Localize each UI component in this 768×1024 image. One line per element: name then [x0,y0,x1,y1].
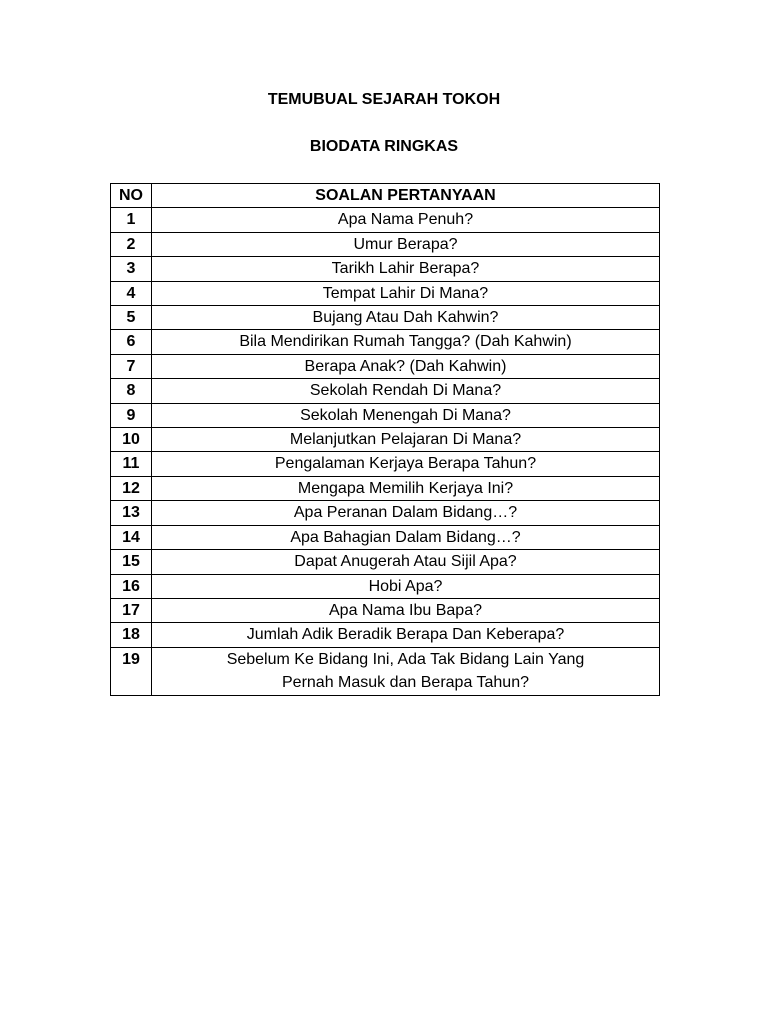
row-question: Berapa Anak? (Dah Kahwin) [152,354,660,378]
row-question: Umur Berapa? [152,232,660,256]
table-row [111,232,660,256]
row-number: 4 [111,281,152,305]
column-header-question: SOALAN PERTANYAAN [152,184,660,208]
row-question: Sekolah Rendah Di Mana? [152,379,660,403]
row-question [152,647,660,695]
row-question: Dapat Anugerah Atau Sijil Apa? [152,550,660,574]
table-row [111,501,660,525]
row-number: 1 [111,208,152,232]
row-number: 19 [111,647,152,695]
row-question: Hobi Apa? [152,574,660,598]
table-row [111,281,660,305]
row-number: 2 [111,232,152,256]
row-question: Apa Nama Penuh? [152,208,660,232]
page-title: TEMUBUAL SEJARAH TOKOH [267,91,501,108]
table-row [111,208,660,232]
table-header-row [111,184,660,208]
table-row [111,574,660,598]
row-question: Sekolah Menengah Di Mana? [152,403,660,427]
row-question: Pengalaman Kerjaya Berapa Tahun? [152,452,660,476]
row-number: 12 [111,476,152,500]
row-question: Apa Bahagian Dalam Bidang…? [152,525,660,549]
row-question: Bujang Atau Dah Kahwin? [152,306,660,330]
table-row [111,647,660,695]
row-question: Mengapa Memilih Kerjaya Ini? [152,476,660,500]
row-number: 7 [111,354,152,378]
questions-table [110,183,660,696]
table-row [111,306,660,330]
row-question: Jumlah Adik Beradik Berapa Dan Keberapa? [152,623,660,647]
row-number: 17 [111,598,152,622]
row-question: Tarikh Lahir Berapa? [152,257,660,281]
table-row [111,598,660,622]
row-number: 15 [111,550,152,574]
row-number: 18 [111,623,152,647]
row-question: Apa Nama Ibu Bapa? [152,598,660,622]
row-question: Melanjutkan Pelajaran Di Mana? [152,428,660,452]
row-number: 3 [111,257,152,281]
table-row [111,525,660,549]
table-row [111,379,660,403]
table-row [111,476,660,500]
row-number: 10 [111,428,152,452]
row-number: 6 [111,330,152,354]
column-header-no: NO [111,184,152,208]
table-row [111,403,660,427]
row-number: 11 [111,452,152,476]
table-row [111,550,660,574]
row-question-line-1: Sebelum Ke Bidang Ini, Ada Tak Bidang Lain Yang [226,650,585,668]
row-number: 5 [111,306,152,330]
row-number: 8 [111,379,152,403]
table-row [111,623,660,647]
row-question-line-2: Pernah Masuk dan Berapa Tahun? [282,674,529,692]
row-number: 16 [111,574,152,598]
row-question: Apa Peranan Dalam Bidang…? [152,501,660,525]
table-row [111,257,660,281]
table-row [111,354,660,378]
row-question: Bila Mendirikan Rumah Tangga? (Dah Kahwin) [152,330,660,354]
table-row [111,452,660,476]
table-row [111,330,660,354]
row-number: 13 [111,501,152,525]
page-subtitle: BIODATA RINGKAS [309,138,459,155]
row-number: 14 [111,525,152,549]
row-number: 9 [111,403,152,427]
row-question: Tempat Lahir Di Mana? [152,281,660,305]
table-row [111,428,660,452]
